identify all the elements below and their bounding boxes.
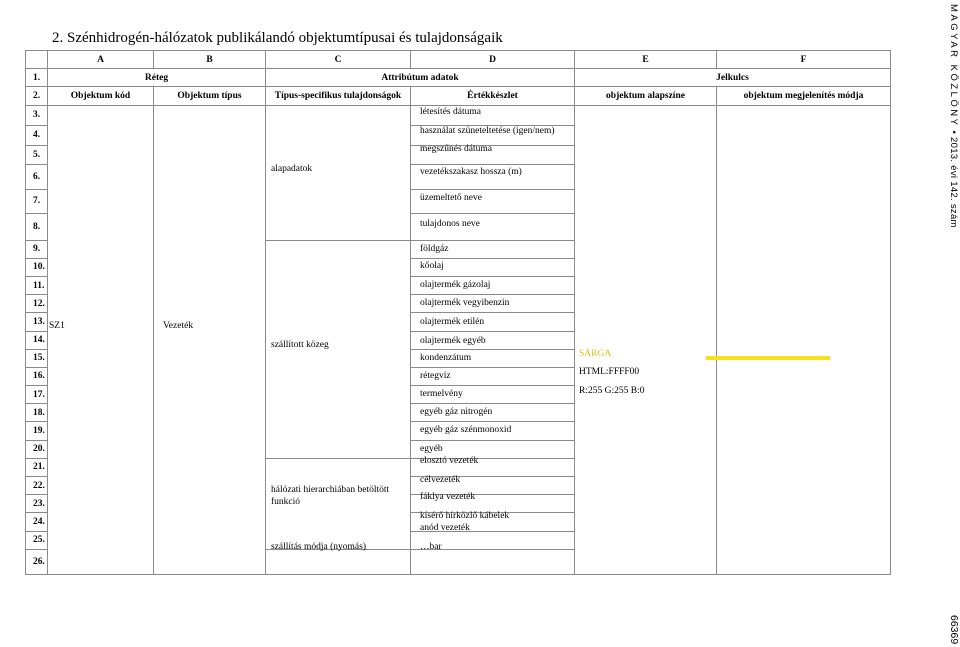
objektum-tipus-value: Vezeték [163, 321, 194, 331]
row-number: 26. [26, 549, 48, 574]
row-number: 2. [26, 87, 48, 105]
szallitas-modja-cell [266, 549, 411, 574]
value-hasznalat: használat szüneteltetése (igen/nem) [420, 126, 555, 136]
col-letter: C [266, 51, 411, 69]
row-number: 21. [26, 458, 48, 476]
header-ertekkeszlet: Értékkészlet [411, 87, 575, 105]
row-number: 17. [26, 386, 48, 404]
value-hossz: vezetékszakasz hossza (m) [420, 167, 522, 177]
value-kisero: kísérő hírközlő kábelek [420, 511, 510, 521]
yellow-line-sample [706, 356, 830, 360]
col-letter: E [575, 51, 717, 69]
value-anod: anód vezeték [420, 523, 470, 533]
page-title: 2. Szénhidrogén-hálózatok publikálandó objektumtípusai és tulajdonságaik [52, 30, 503, 46]
color-rgb: R:255 G:255 B:0 [579, 386, 645, 396]
row-number: 11. [26, 276, 48, 294]
journal-header [948, 4, 959, 228]
value-letesites: létesítés dátuma [420, 107, 481, 117]
col-letter: D [411, 51, 575, 69]
header-objektum-kod: Objektum kód [48, 87, 154, 105]
page-number: 66369 [948, 615, 960, 645]
prop-alapadatok: alapadatok [271, 164, 313, 174]
journal-name: MAGYAR KÖZLÖNY [948, 4, 959, 128]
value-termelveny: termelvény [420, 389, 463, 399]
value-olaj-egyeb: olajtermék egyéb [420, 336, 486, 346]
jelkulcs-header: Jelkulcs [575, 69, 891, 87]
prop-szallitott-kozeg: szállított közeg [271, 340, 329, 350]
row-number: 16. [26, 367, 48, 385]
value-tulajdonos: tulajdonos neve [420, 219, 480, 229]
header-objektum-alapszine: objektum alapszíne [575, 87, 717, 105]
row-number: 14. [26, 331, 48, 349]
alapszin-cell [575, 105, 717, 574]
megjelenites-cell [717, 105, 891, 574]
row-number: 22. [26, 477, 48, 495]
attributum-header: Attribútum adatok [266, 69, 575, 87]
row-number: 12. [26, 295, 48, 313]
row-number: 4. [26, 125, 48, 145]
value-faklya: fáklya vezeték [420, 492, 476, 502]
value-megszunes: megszűnés dátuma [420, 144, 493, 154]
row-number: 25. [26, 531, 48, 549]
prop-szallitas-modja: szállítás módja (nyomás) [271, 542, 366, 552]
header-separator: • [948, 130, 959, 138]
value-cell [411, 549, 575, 574]
objektum-kod-value: SZ1 [49, 321, 65, 331]
prop-halozati-funkcio: hálózati hierarchiában betöltött funkció [271, 485, 390, 507]
row-number: 24. [26, 513, 48, 531]
value-retegviz: rétegvíz [420, 371, 451, 381]
header-tipus-specifikus: Típus-specifikus tulajdonságok [266, 87, 411, 105]
value-bar: …bar [420, 542, 442, 552]
row-number: 15. [26, 349, 48, 367]
value-szenmonoxid: egyéb gáz szénmonoxid [420, 425, 512, 435]
row-number: 18. [26, 404, 48, 422]
row-number: 10. [26, 258, 48, 276]
row-number: 23. [26, 495, 48, 513]
value-foldgaz: földgáz [420, 244, 449, 254]
value-kondenzatum: kondenzátum [420, 353, 472, 363]
row-number: 5. [26, 145, 48, 164]
value-etilen: olajtermék etilén [420, 317, 485, 327]
row-number: 6. [26, 164, 48, 189]
row-number: 1. [26, 69, 48, 87]
value-gazolaj: olajtermék gázolaj [420, 280, 491, 290]
header-megjelenites: objektum megjelenítés módja [717, 87, 891, 105]
row-number: 13. [26, 313, 48, 331]
row-number: 20. [26, 440, 48, 458]
value-nitrogen: egyéb gáz nitrogén [420, 407, 493, 417]
value-celvezetek: célvezeték [420, 475, 461, 485]
value-egyeb: egyéb [420, 444, 443, 454]
value-uzemelteto: üzemeltető neve [420, 193, 482, 203]
value-eloszto: elosztó vezeték [420, 456, 479, 466]
col-letter: B [154, 51, 266, 69]
row-number: 7. [26, 189, 48, 213]
corner-cell [26, 51, 48, 69]
color-html: HTML:FFFF00 [579, 367, 640, 377]
col-letter: F [717, 51, 891, 69]
row-number: 3. [26, 105, 48, 125]
row-number: 8. [26, 213, 48, 240]
value-vegyibenzin: olajtermék vegyibenzin [420, 298, 510, 308]
header-objektum-tipus: Objektum típus [154, 87, 266, 105]
value-koolaj: kőolaj [420, 261, 444, 271]
row-number: 9. [26, 240, 48, 258]
tipus-cell [154, 105, 266, 574]
col-letter: A [48, 51, 154, 69]
color-name: SÁRGA [579, 349, 612, 359]
reteg-header: Réteg [48, 69, 266, 87]
kod-cell [48, 105, 154, 574]
journal-issue: 2013. évi 142. szám [948, 137, 959, 228]
row-number: 19. [26, 422, 48, 440]
